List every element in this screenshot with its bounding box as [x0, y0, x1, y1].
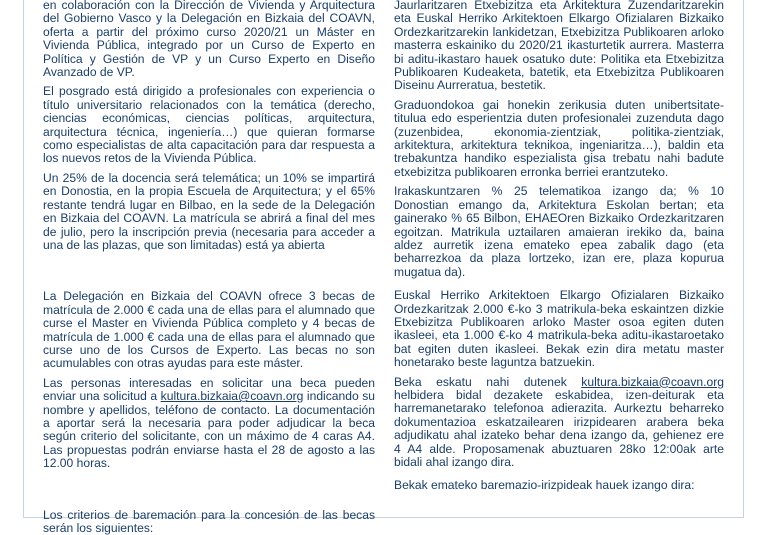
es-paragraph-audience: El posgrado está dirigido a profesionales con experiencia o título universitario relacionados con la temática (derecho, ciencias económicas, ciencias políticas, arquitectura, arquitectura técnica, ingeniería…) que quieran formarse como especialistas de alta capacitación para dar respuesta a los nuevos retos de la Vivienda Pública.: [43, 84, 375, 166]
eu-paragraph-audience: Graduondokoa gai honekin zerikusia duten unibertsitate-titulua edo esperientzia duten profesionalei zuzenduta dago (zuzenbidea, ekonomia-zientziak, politika-zientziak, arkitektura, arkitektura teknikoa, ingeniaritza…), baldin eta trebakuntza handiko espezialista gisa trebatu nahi badute etxebizitza publikoaren erronka berriei erantzuteko.: [394, 97, 724, 179]
eu-paragraph-intro: Jaurlaritzaren Etxebizitza eta Arkitektura Zuzendaritzarekin eta Euskal Herriko Arkitektoen Elkargo Ofizialaren Bizkaiko Ordezkaritzarekin lankidetzan, Etxebizitza Publikoaren arloko masterra eskainiko du 2020/21 ikasturtetik aurrera. Masterra bi aditu-ikastaro hauek osatuko dute: Politika eta Etxebizitza Publikoaren Kudeaketa, batetik, eta Etxebizitza Publikoaren Diseinu Aurreratua, bestetik.: [394, 0, 724, 93]
es-paragraph-application: [43, 377, 375, 471]
es-paragraph-intro: en colaboración con la Dirección de Vivienda y Arquitectura del Gobierno Vasco y la Delegación en Bizkaia del COAVN, oferta a partir del próximo curso 2020/21 un Máster en Vivienda Pública, integrado por un Curso de Experto en Política y Gestión de VP y un Curso Experto en Diseño Avanzado de VP.: [43, 0, 375, 80]
es-application-text-after: indicando su nombre y apellidos, teléfono de contacto. La documentación a aportar será la necesaria para poder adjudicar la beca según criterio del solicitante, con un máximo de 4 caras A4. Las propuestas podrán enviarse hasta el 28 de agosto a las 12.00 horas.: [43, 389, 375, 471]
es-paragraph-teaching: Un 25% de la docencia será telemática; un 10% se impartirá en Donostia, en la propia Escuela de Arquitectura; y el 65% restante tendrá lugar en Bilbao, en la sede de la Delegación en Bizkaia del COAVN. La matrícula se abrirá a final del mes de julio, pero la inscripción previa (necesaria para acceder a una de las plazas, que son limitadas) está ya abierta: [43, 170, 375, 252]
column-spanish: [43, 0, 375, 535]
es-email-link[interactable]: kultura.bizkaia@coavn.org: [160, 389, 304, 404]
eu-application-text-after: helbidera bidal dezakete eskabidea, izen-deiturak eta harremanetarako telefonoa adierazita. Aurkeztu beharreko dokumentazioa eskatzailearen irizpidearen arabera beka adjudikatu ahal izateko behar dena izango da, gehienez ere 4 A4 alde. Proposamenak abuztuaren 28ko 12:00ak arte bidali ahal izango dira.: [394, 387, 724, 469]
column-basque: [394, 0, 724, 493]
eu-application-text-before: Beka eskatu nahi dutenek: [394, 374, 582, 389]
eu-paragraph-scholarships: Euskal Herriko Arkitektoen Elkargo Ofizialaren Bizkaiko Ordezkaritzak 2.000 €-ko 3 matrikula-beka eskaintzen dizkie Etxebizitza Publikoaren arloko Master osoa egiten duten ikasleei, eta 1.000 €-ko 4 matrikula-beka aditu-ikastaroetako bat egiten duten ikasleei. Bekak ezin dira metatu master honetarako beste laguntza batzuekin.: [394, 288, 724, 370]
eu-paragraph-application: [394, 376, 724, 470]
es-paragraph-criteria: Los criterios de baremación para la concesión de las becas serán los siguientes:: [43, 507, 375, 535]
eu-paragraph-criteria: Bekak emateko baremazio-irizpideak hauek izango dira:: [394, 478, 695, 493]
eu-email-link[interactable]: kultura.bizkaia@coavn.org: [581, 374, 724, 389]
es-application-text-before: Las personas interesadas en solicitar una beca pueden enviar una solicitud a: [43, 375, 375, 404]
eu-paragraph-teaching: Irakaskuntzaren % 25 telematikoa izango da; % 10 Donostian emango da, Arkitektura Eskolan bertan; eta gainerako % 65 Bilbon, EHAEOren Bizkaiko Ordezkaritzaren egoitzan. Matrikula uztailaren amaieran irekiko da, baina aldez aurretik izena emateko epea zabalik dago (eta beharrezkoa da plaza lortzeko, izan ere, plaza kopurua mugatua da).: [394, 184, 724, 279]
es-paragraph-scholarships: La Delegación en Bizkaia del COAVN ofrece 3 becas de matrícula de 2.000 € cada una de ellas para el alumnado que curse el Master en Vivienda Pública completo y 4 becas de matrícula de 1.000 € cada una de ellas para el alumnado que curse uno de los Cursos de Experto. Las becas no son acumulables con otras ayudas para este máster.: [43, 289, 375, 371]
